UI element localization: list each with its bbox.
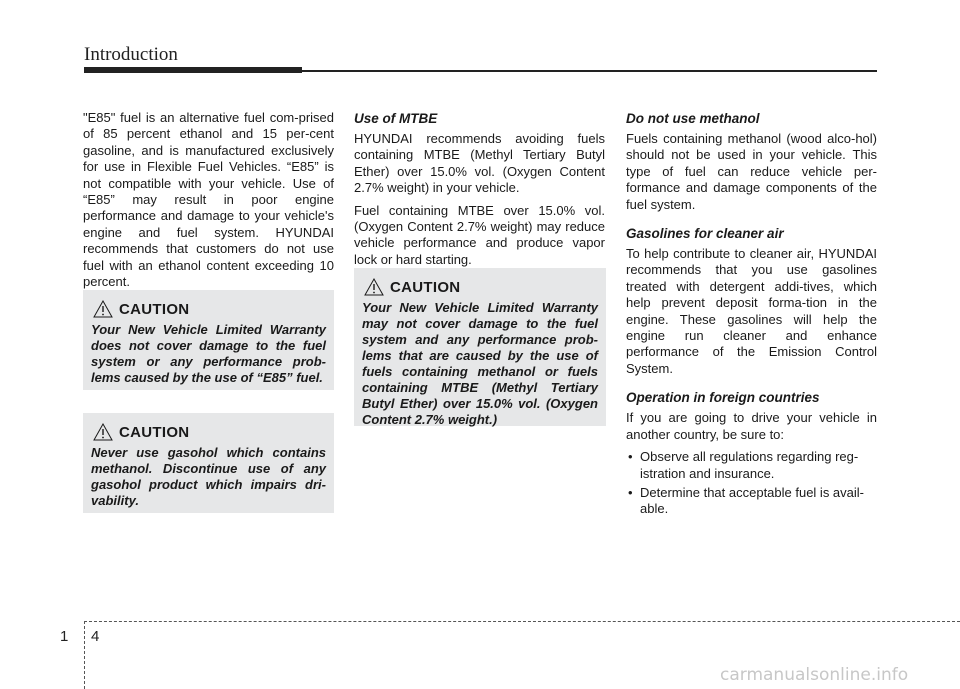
list-item-text: Determine that acceptable fuel is avail-able.	[640, 484, 865, 517]
caution-box-gasohol	[83, 413, 334, 513]
caution-header	[362, 278, 598, 296]
list-item-text: Observe all regulations regarding reg-istration and insurance.	[640, 449, 859, 481]
cleaner-air-paragraph: To help contribute to cleaner air, HYUNDAI recommends that you use gasolines treated with detergent addi-tives, which help prevent deposit forma-tion in the engine. These gasolines will help the engine run cleaner and enhance performance of the Emission Control System.	[626, 246, 877, 376]
caution-title: CAUTION	[119, 423, 190, 441]
caution-box-e85	[83, 290, 334, 390]
header-bar-thick	[84, 67, 302, 73]
mtbe-paragraph-1: HYUNDAI recommends avoiding fuels containing MTBE (Methyl Tertiary Butyl Ether) over 15.0% vol. (Oxygen Content 2.7% weight) in your vehicle.	[354, 131, 605, 196]
list-item	[626, 449, 877, 482]
footer-divider	[84, 621, 85, 689]
caution-text: Your New Vehicle Limited Warranty does not cover damage to the fuel system or any performance prob-lems caused by the use of “E85” fuel.	[91, 322, 326, 385]
warning-triangle-icon	[364, 278, 384, 296]
list-item	[626, 485, 877, 518]
footer-rule	[84, 621, 960, 622]
caution-header	[91, 423, 326, 441]
mtbe-paragraph-2: Fuel containing MTBE over 15.0% vol. (Oxygen Content 2.7% weight) may reduce vehicle performance and produce vapor lock or hard starting.	[354, 202, 605, 267]
column-1	[83, 110, 334, 296]
header-bar-thin	[300, 70, 877, 72]
watermark: carmanualsonline.info	[720, 665, 909, 685]
caution-header	[91, 300, 326, 318]
foreign-countries-paragraph: If you are going to drive your vehicle in another country, be sure to:	[626, 410, 877, 442]
warning-triangle-icon	[93, 423, 113, 441]
page-number: 4	[91, 628, 100, 645]
caution-title: CAUTION	[390, 278, 461, 296]
cleaner-air-heading: Gasolines for cleaner air	[626, 226, 784, 242]
caution-text: Never use gasohol which contains methanol. Discontinue use of any gasohol product which impairs dri-vability.	[91, 445, 326, 508]
mtbe-heading: Use of MTBE	[354, 111, 438, 126]
methanol-paragraph: Fuels containing methanol (wood alco-hol) should not be used in your vehicle. This type of fuel can reduce vehicle per-formance and damage components of the fuel system.	[626, 131, 877, 212]
chapter-number: 1	[60, 628, 69, 645]
e85-paragraph: "E85" fuel is an alternative fuel com-prised of 85 percent ethanol and 15 per-cent gasoline, and is manufactured exclusively for use in Flexible Fuel Vehicles. “E85” is not compatible with your vehicle. Use of “E85” may result in poor engine performance and damage to your vehicle's engine and fuel system. HYUNDAI recommends that customers do not use fuel with an ethanol content exceeding 10 percent.	[83, 110, 334, 290]
bullet-glyph: •	[628, 484, 633, 500]
caution-box-mtbe	[354, 268, 606, 426]
bullet-glyph: •	[628, 449, 633, 465]
column-2	[354, 110, 605, 274]
warning-triangle-icon	[93, 300, 113, 318]
column-3	[626, 110, 877, 521]
methanol-heading: Do not use methanol	[626, 111, 760, 126]
caution-text: Your New Vehicle Limited Warranty may not cover damage to the fuel system and any performance prob-lems that are caused by the use of fuels containing methanol or fuels containing MTBE (Methyl Tertiary Butyl Ether) over 15.0% vol. (Oxygen Content 2.7% weight.)	[362, 300, 598, 427]
page-title: Introduction	[84, 44, 178, 65]
foreign-countries-heading: Operation in foreign countries	[626, 390, 820, 406]
caution-title: CAUTION	[119, 300, 190, 318]
foreign-countries-list	[626, 449, 877, 518]
